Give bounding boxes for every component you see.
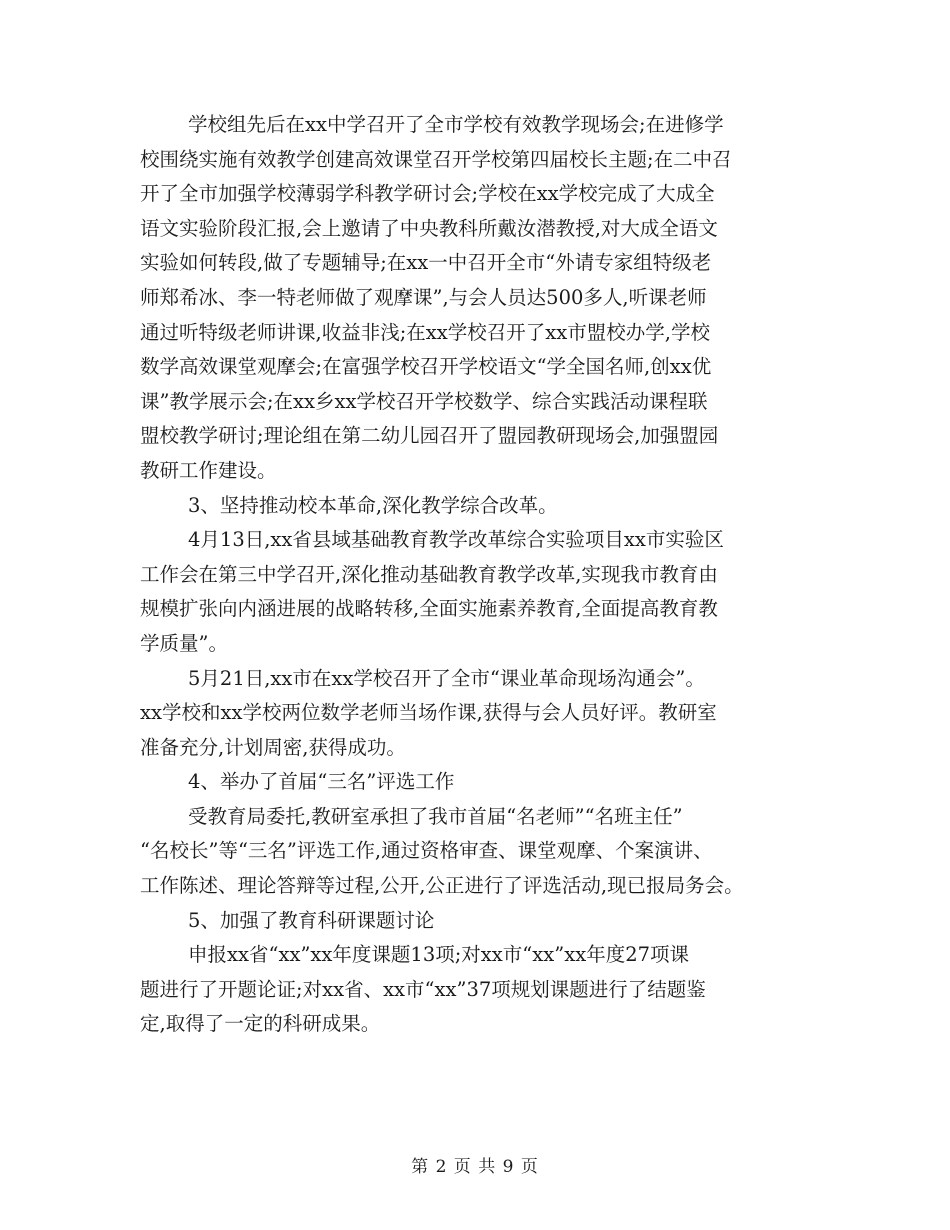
text-line: 题进行了开题论证;对xx省、xx市“xx”37项规划课题进行了结题鉴: [140, 977, 706, 1001]
text-line: 语文实验阶段汇报,会上邀请了中央教科所戴汝潜教授,对大成全语文: [140, 216, 718, 240]
text-line: 教研工作建设。: [140, 458, 277, 482]
text-line: 工作陈述、理论答辩等过程,公开,公正进行了评选活动,现已报局务会。: [140, 874, 744, 898]
text-line: 工作会在第三中学召开,深化推动基础教育教学改革,实现我市教育由: [140, 562, 718, 586]
text-line: 4月13日,xx省县域基础教育教学改革综合实验项目xx市实验区: [188, 528, 724, 552]
text-line: 学校组先后在xx中学召开了全市学校有效教学现场会;在进修学: [188, 113, 724, 136]
text-line: 师郑希冰、李一特老师做了观摩课”,与会人员达500多人,听课老师: [140, 285, 707, 309]
text-line: 校围绕实施有效教学创建高效课堂召开学校第四届校长主题;在二中召: [140, 147, 732, 171]
section-heading: 5、加强了教育科研课题讨论: [188, 908, 435, 932]
text-line: 数学高效课堂观摩会;在富强学校召开学校语文“学全国名师,创xx优: [140, 355, 712, 379]
text-line: 申报xx省“xx”xx年度课题13项;对xx市“xx”xx年度27项课: [188, 943, 690, 967]
section-heading: 4、举办了首届“三名”评选工作: [188, 770, 455, 794]
text-line: “名校长”等“三名”评选工作,通过资格审查、课堂观摩、个案演讲、: [140, 839, 713, 863]
text-line: 准备充分,计划周密,获得成功。: [140, 735, 406, 759]
page-number-footer: 第 2 页 共 9 页: [411, 1157, 539, 1177]
text-line: 通过听特级老师讲课,收益非浅;在xx学校召开了xx市盟校办学,学校: [140, 320, 710, 344]
document-body: [140, 108, 815, 1042]
text-line: 盟校教学研讨;理论组在第二幼儿园召开了盟园教研现场会,加强盟园: [140, 424, 719, 448]
text-line: 课”教学展示会;在xx乡xx学校召开学校数学、综合实践活动课程联: [140, 389, 708, 413]
text-line: 5月21日,xx市在xx学校召开了全市“课业革命现场沟通会”。: [188, 666, 705, 690]
text-line: 定,取得了一定的科研成果。: [140, 1012, 381, 1036]
text-line: 规模扩张向内涵进展的战略转移,全面实施素养教育,全面提高教育教: [140, 597, 718, 621]
text-line: 学质量”。: [140, 631, 228, 655]
text-line: 受教育局委托,教研室承担了我市首届“名老师”“名班主任”: [188, 804, 683, 828]
section-heading: 3、坚持推动校本革命,深化教学综合改革。: [188, 493, 558, 517]
text-line: 实验如何转段,做了专题辅导;在xx一中召开全市“外请专家组特级老: [140, 251, 712, 275]
text-line: 开了全市加强学校薄弱学科教学研讨会;学校在xx学校完成了大成全: [140, 182, 715, 206]
text-line: xx学校和xx学校两位数学老师当场作课,获得与会人员好评。教研室: [140, 701, 717, 725]
